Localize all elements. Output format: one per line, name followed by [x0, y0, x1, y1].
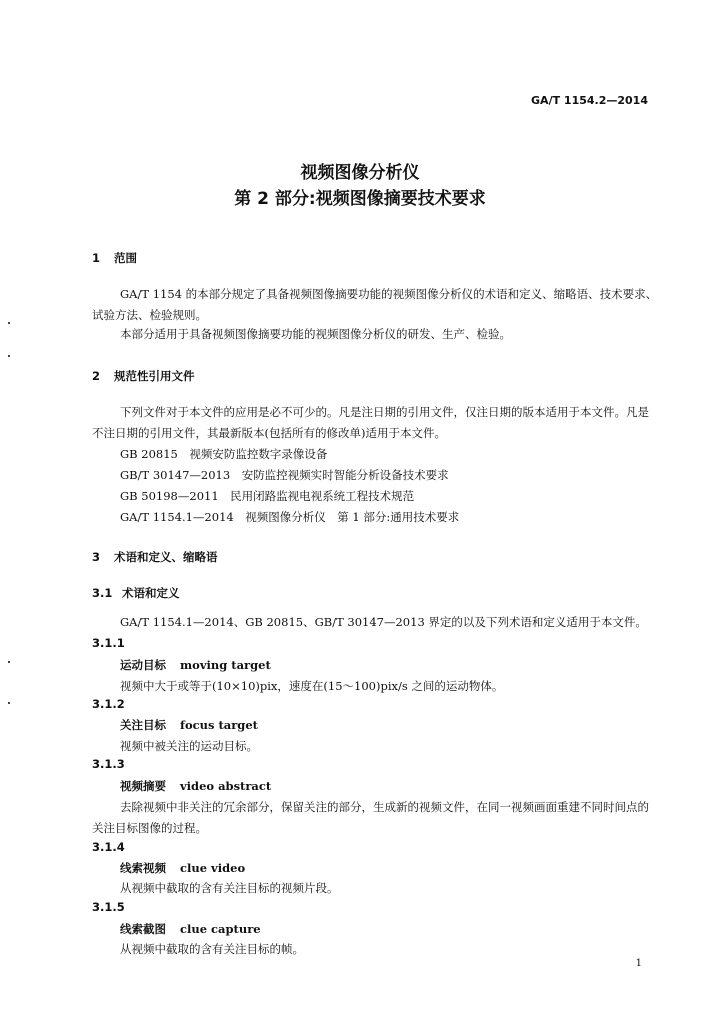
- subsection-title: 术语和定义: [122, 586, 180, 600]
- section-1-heading: [92, 250, 137, 266]
- scan-speck: [8, 355, 10, 357]
- scan-speck: [8, 702, 10, 704]
- section-2-paragraph-1: 下列文件对于本文件的应用是必不可少的。凡是注日期的引用文件，仅注日期的版本适用于本文件。凡是不注日期的引用文件，其最新版本(包括所有的修改单)适用于本文件。: [92, 405, 649, 440]
- term-definition: 视频中被关注的运动目标。: [120, 739, 258, 753]
- section-2-heading: [92, 368, 195, 384]
- reference-item: GB/T 30147—2013 安防监控视频实时智能分析设备技术要求: [120, 468, 449, 482]
- scan-speck: [8, 661, 10, 663]
- term-english: clue video: [180, 861, 246, 875]
- standard-number: GA/T 1154.2—2014: [531, 94, 648, 107]
- reference-item: GA/T 1154.1—2014 视频图像分析仪 第 1 部分:通用技术要求: [120, 510, 460, 524]
- term-chinese: 关注目标: [120, 718, 166, 732]
- term-number: 3.1.3: [92, 757, 125, 771]
- term-english: focus target: [180, 718, 258, 732]
- term-definition: 从视频中截取的含有关注目标的视频片段。: [120, 881, 339, 895]
- reference-item: GB 50198—2011 民用闭路监视电视系统工程技术规范: [120, 489, 415, 503]
- subsection-3-1-paragraph: GA/T 1154.1—2014、GB 20815、GB/T 30147—2013 界定的以及下列术语和定义适用于本文件。: [120, 615, 647, 629]
- subsection-number: 3.1: [92, 586, 113, 600]
- term-chinese: 线索截图: [120, 922, 166, 936]
- subsection-3-1-heading: [92, 585, 180, 601]
- term-title: [120, 717, 258, 733]
- document-title: 视频图像分析仪: [300, 163, 420, 183]
- term-chinese: 线索视频: [120, 861, 166, 875]
- section-number: 1: [92, 251, 101, 265]
- section-number: 3: [92, 550, 101, 564]
- term-title: [120, 860, 245, 876]
- section-title: 范围: [114, 251, 137, 265]
- term-title: [120, 921, 261, 937]
- term-number: 3.1.5: [92, 900, 125, 914]
- section-title: 术语和定义、缩略语: [114, 550, 218, 564]
- reference-item: GB 20815 视频安防监控数字录像设备: [120, 447, 328, 461]
- scan-speck: [8, 322, 10, 324]
- term-english: video abstract: [180, 779, 272, 793]
- term-number: 3.1.4: [92, 840, 125, 854]
- section-number: 2: [92, 369, 101, 383]
- term-english: moving target: [180, 658, 271, 672]
- section-title: 规范性引用文件: [114, 369, 195, 383]
- document-subtitle: 第 2 部分:视频图像摘要技术要求: [234, 189, 486, 209]
- term-chinese: 视频摘要: [120, 779, 166, 793]
- section-1-paragraph-2: 本部分适用于具备视频图像摘要功能的视频图像分析仪的研发、生产、检验。: [120, 327, 511, 341]
- term-number: 3.1.1: [92, 636, 125, 650]
- term-definition: 视频中大于或等于(10×10)pix，速度在(15～100)pix/s 之间的运动物体。: [120, 679, 504, 693]
- section-1-paragraph-1: GA/T 1154 的本部分规定了具备视频图像摘要功能的视频图像分析仪的术语和定义、缩略语、技术要求、试验方法、检验规则。: [92, 287, 658, 322]
- term-chinese: 运动目标: [120, 658, 166, 672]
- term-english: clue capture: [180, 922, 261, 936]
- term-title: [120, 657, 271, 673]
- term-definition: 从视频中截取的含有关注目标的帧。: [120, 942, 304, 956]
- term-title: [120, 778, 271, 794]
- term-number: 3.1.2: [92, 697, 125, 711]
- section-3-heading: [92, 549, 218, 565]
- page-number: 1: [635, 958, 642, 969]
- term-definition: 去除视频中非关注的冗余部分，保留关注的部分，生成新的视频文件，在同一视频画面重建不同时间点的关注目标图像的过程。: [92, 800, 649, 835]
